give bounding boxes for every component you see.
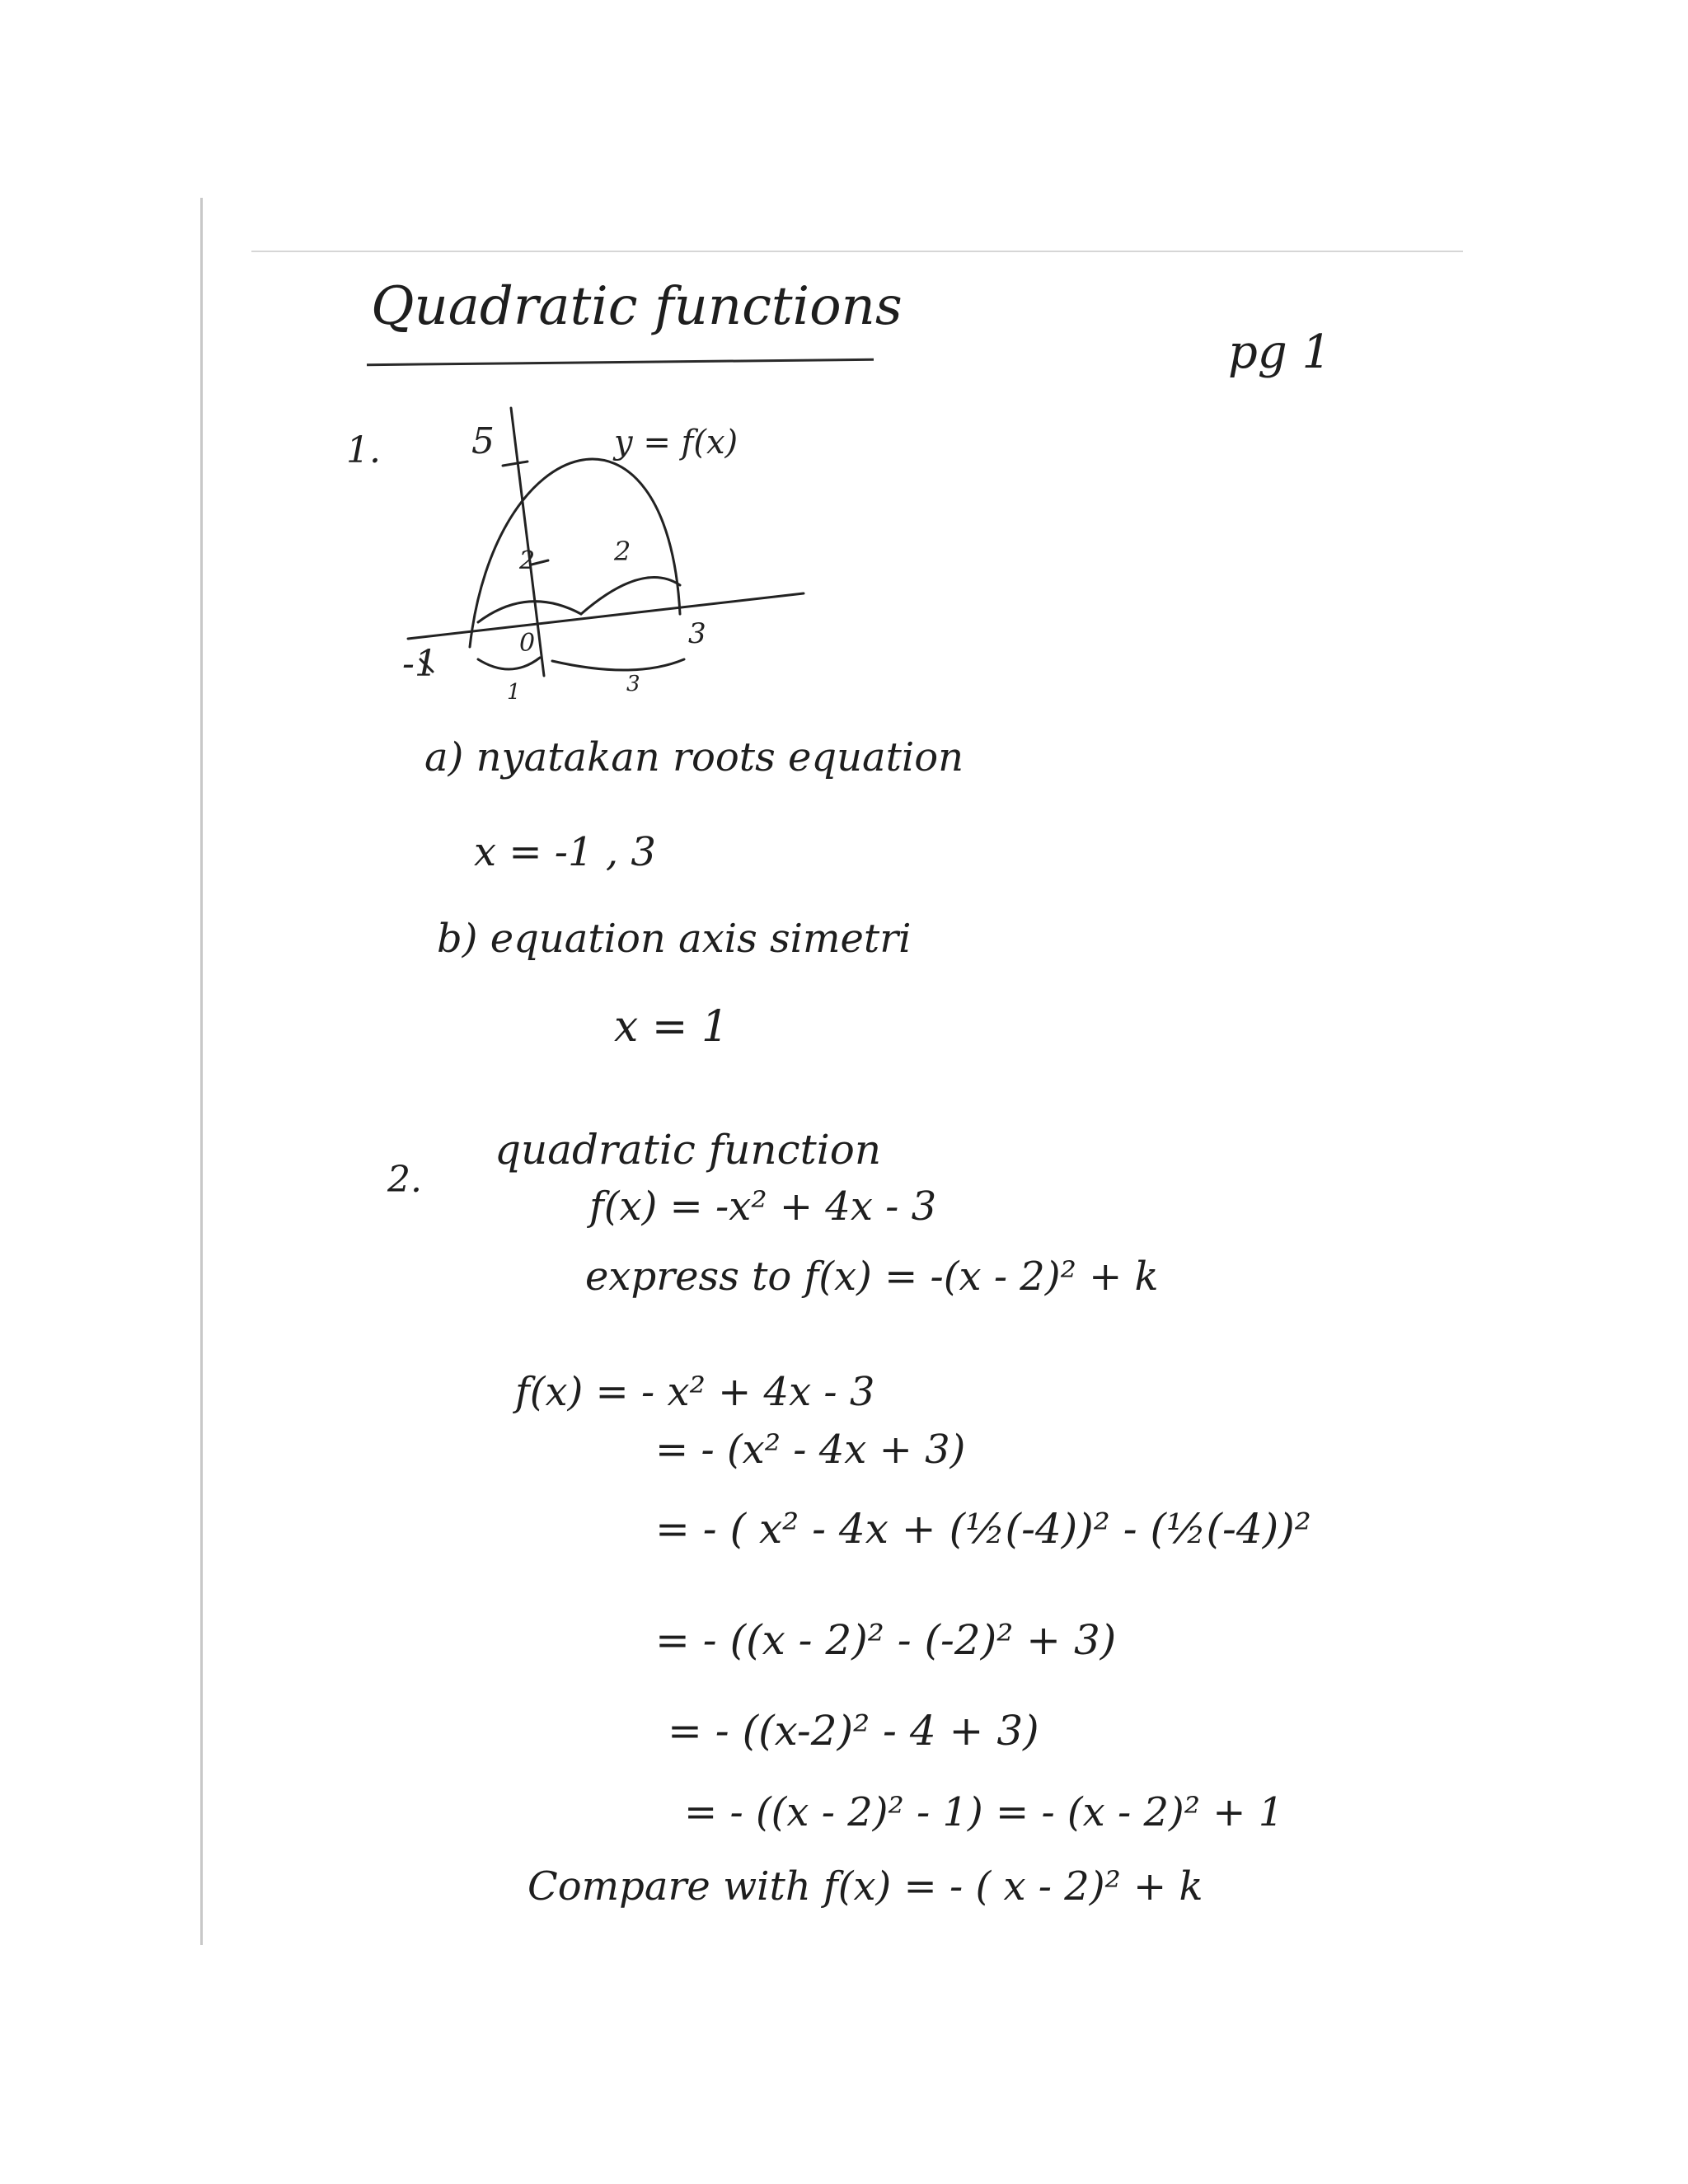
q2-step-6: = - ((x - 2)² - 1) = - (x - 2)² + 1 — [684, 1789, 1284, 1835]
title-underline — [367, 359, 874, 366]
x-axis — [408, 593, 804, 639]
q2-number: 2. — [387, 1159, 422, 1201]
q2-compare: Compare with f(x) = - ( x - 2)² + k — [528, 1863, 1203, 1910]
label-bracket-bottom-right: 3 — [626, 672, 640, 696]
q2-given: f(x) = -x² + 4x - 3 — [589, 1183, 937, 1230]
q1-part-a: a) nyatakan roots equation — [424, 734, 964, 780]
label-bracket-top-left: 2 — [519, 546, 536, 575]
q2-step-4: = - ((x - 2)² - (-2)² + 3) — [655, 1616, 1117, 1664]
q2-heading: quadratic function — [495, 1126, 882, 1174]
label-y-intercept: 5 — [471, 420, 495, 462]
label-bracket-bottom-left: 1 — [507, 680, 521, 705]
q1-number: 1. — [346, 429, 381, 471]
label-left-root: -1 — [402, 643, 438, 685]
page-title: Quadratic functions — [371, 276, 903, 337]
page-edge-top — [251, 251, 1463, 252]
bracket-bottom-left — [478, 658, 540, 669]
q1-part-b: b) equation axis simetri — [437, 916, 912, 962]
label-curve: y = f(x) — [614, 424, 738, 462]
q2-step-3: = - ( x² - 4x + (½(-4))² - (½(-4))² — [655, 1505, 1311, 1553]
y-intercept-tick — [503, 462, 528, 466]
parabola-graph — [396, 396, 824, 709]
label-origin: 0 — [519, 629, 536, 658]
q1-part-b-answer: x = 1 — [614, 1002, 729, 1052]
page-number: pg 1 — [1228, 326, 1332, 379]
label-bracket-top-right: 2 — [614, 536, 631, 567]
bracket-bottom-right — [552, 659, 684, 670]
q2-step-5: = - ((x-2)² - 4 + 3) — [668, 1707, 1039, 1755]
q2-step-1: f(x) = - x² + 4x - 3 — [515, 1369, 875, 1415]
q2-express: express to f(x) = -(x - 2)² + k — [585, 1254, 1159, 1300]
label-right-root: 3 — [688, 617, 706, 650]
q1-part-a-answer: x = -1 , 3 — [474, 829, 656, 875]
bracket-top-left — [478, 602, 581, 622]
q2-step-2: = - (x² - 4x + 3) — [655, 1427, 966, 1473]
page-edge-left — [200, 198, 203, 1945]
